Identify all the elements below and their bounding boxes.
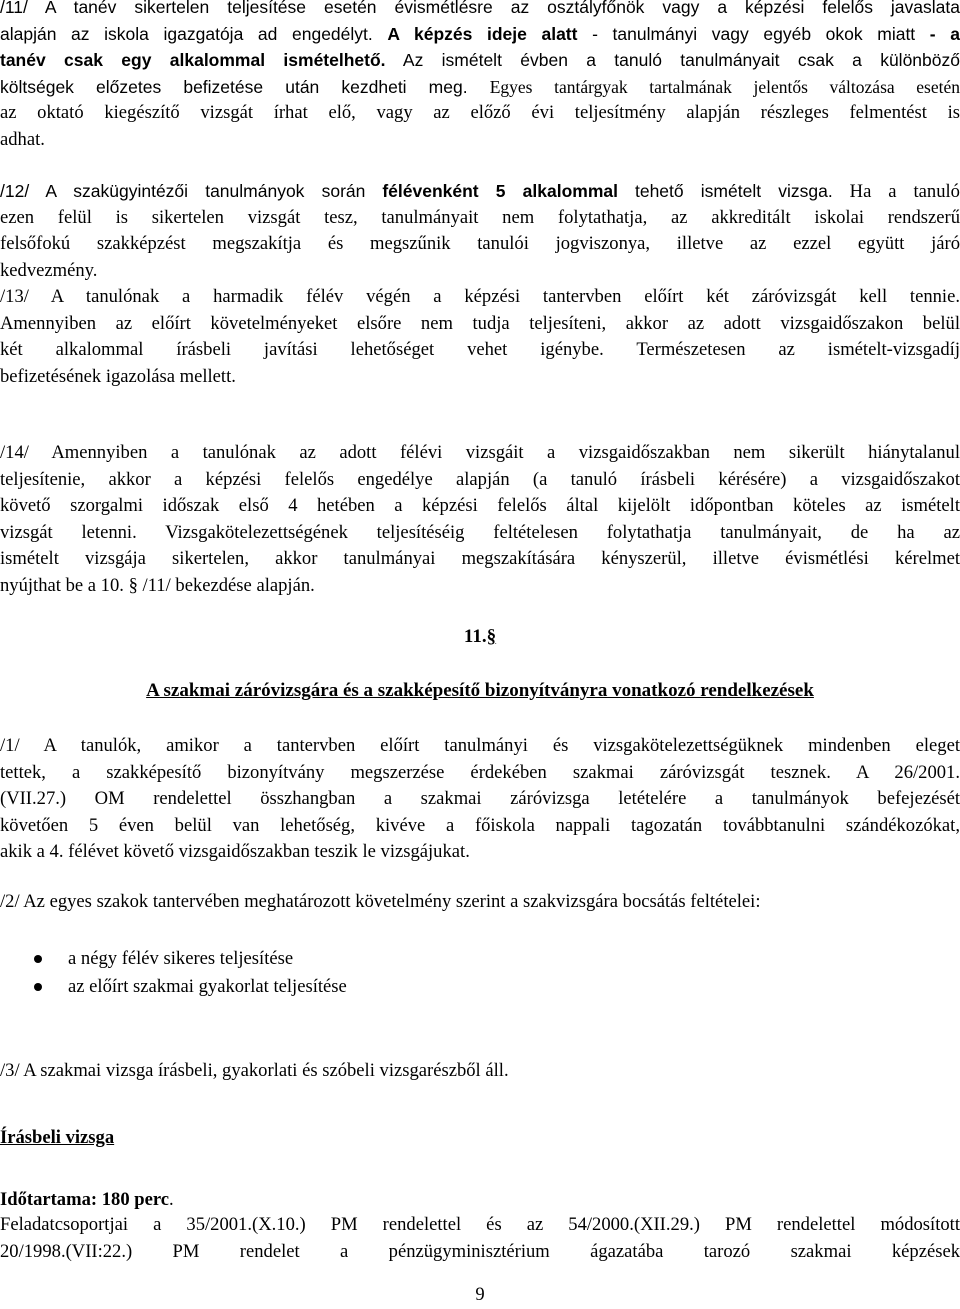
duration-line: Időtartama: 180 perc. (0, 1189, 174, 1210)
section-sign: § (486, 626, 497, 647)
bold-once-repeatable: tanév csak egy alkalommal ismételhető. (0, 50, 386, 70)
section-paragraph-3: /3/ A szakmai vizsga írásbeli, gyakorlati és szóbeli vizsgarészből áll. (0, 1060, 509, 1081)
section-paragraph-1-line-3: (VII.27.) OM rendelettel összhangban a szakmai záróvizsga letételére a tanulmányok befejezését (0, 788, 960, 809)
written-exam-line-1: Feladatcsoportjai a 35/2001.(X.10.) PM rendelettel és az 54/2000.(XII.29.) PM rendelettel módosított (0, 1214, 960, 1235)
paragraph-12-line-3: felsőfokú szakképzést megszakítja és megszűnik tanulói jogviszonya, illetve az ezzel együtt járó (0, 233, 960, 254)
conditions-list (0, 945, 960, 1001)
paragraph-13-line-4: befizetésének igazolása mellett. (0, 365, 236, 387)
paragraph-11-line-4: költségek előzetes befizetése után kezdheti meg. Egyes tantárgyak tartalmának jelentős változása esetén (0, 76, 960, 97)
paragraph-12-line-2: ezen felül is sikertelen vizsgát tesz, tanulmányait nem folytathatja, az akkreditált iskolai rendszerű (0, 206, 960, 228)
paragraph-12-line-1: /12/ A szakügyintézői tanulmányok során félévenként 5 alkalommal tehető ismételt vizsga. Ha a tanuló (0, 181, 960, 202)
paragraph-11-line-1: /11/ A tanév sikertelen teljesítése esetén évismétlésre az osztályfőnök vagy a képzési felelős javaslata (0, 0, 960, 17)
bullet-icon (34, 983, 42, 991)
paragraph-11-line-6: adhat. (0, 128, 45, 150)
bullet-icon (34, 955, 42, 963)
bold-training-period: A képzés ideje alatt (387, 23, 578, 44)
bold-five-times: félévenként 5 alkalommal (382, 181, 619, 201)
paragraph-11-line-3: tanév csak egy alkalommal ismételhető. Az ismételt évben a tanuló tanulmányait csak a különböző (0, 50, 960, 70)
section-paragraph-1-line-4: követően 5 éven belül van lehetőség, kivéve a főiskola nappali tagozatán továbbtanulni szándékozókat, (0, 814, 960, 836)
paragraph-13 (0, 284, 960, 390)
paragraph-13-line-3: két alkalommal írásbeli javítási lehetőséget vehet igénybe. Természetesen az ismételt-vizsgadíj (0, 339, 960, 360)
section-paragraph-1 (0, 733, 960, 866)
list-item: a négy félév sikeres teljesítése (0, 945, 960, 973)
section-paragraph-1-line-5: akik a 4. félévet követő vizsgaidőszakban teszik le vizsgájukat. (0, 841, 470, 862)
written-exam-paragraph (0, 1212, 960, 1265)
paragraph-13-line-1: /13/ A tanulónak a harmadik félév végén a képzési tantervben előírt két záróvizsgát kell tennie. (0, 286, 960, 307)
section-number: 11.§ (463, 626, 497, 647)
duration-label: Időtartama: 180 perc (0, 1189, 170, 1210)
paragraph-13-line-2: Amennyiben az előírt követelményeket elsőre nem tudja teljesíteni, akkor az adott vizsgaidőszakon belül (0, 312, 960, 334)
page-number: 9 (475, 1284, 485, 1305)
paragraph-11 (0, 0, 960, 153)
paragraph-14-line-3: követő szorgalmi időszak első 4 hetében a képzési felelős által kijelölt időpontban köteles az ismételt (0, 495, 960, 516)
paragraph-11-line-2: alapján az iskola igazgatója ad engedélyt. A képzés ideje alatt - tanulmányi vagy egyéb okok miatt - a (0, 23, 960, 44)
paragraph-12-line-4: kedvezmény. (0, 259, 98, 281)
paragraph-14-line-6: nyújthat be a 10. § /11/ bekezdése alapján. (0, 574, 315, 596)
section-paragraph-2: /2/ Az egyes szakok tantervében meghatározott követelmény szerint a szakvizsgára bocsátás feltételei: (0, 891, 761, 912)
paragraph-12 (0, 178, 960, 284)
written-exam-heading: Írásbeli vizsga (0, 1127, 115, 1148)
paragraph-14-line-1: /14/ Amennyiben a tanulónak az adott félévi vizsgáit a vizsgaidőszakban nem sikerült hiánytalanul (0, 442, 960, 463)
paragraph-11-line-5: az oktató kiegészítő vizsgát írhat elő, vagy az előző évi teljesítmény alapján részleges felmentést is (0, 102, 960, 123)
section-paragraph-1-line-2: tettek, a szakképesítő bizonyítvány megszerzése érdekében szakmai záróvizsgát tesznek. A 26/2001. (0, 761, 960, 783)
paragraph-14-line-4: vizsgát letenni. Vizsgakötelezettségének teljesítéséig feltételesen folytathatja tanulmányait, de ha az (0, 521, 960, 543)
written-exam-line-2: 20/1998.(VII:22.) PM rendelet a pénzügyminisztérium ágazatába tarozó szakmai képzések (0, 1240, 960, 1262)
list-item: az előírt szakmai gyakorlat teljesítése (0, 973, 960, 1001)
section-paragraph-1-line-1: /1/ A tanulók, amikor a tantervben előírt tanulmányi és vizsgakötelezettségüknek mindenben eleget (0, 735, 960, 756)
section-title: A szakmai záróvizsgára és a szakképesítő bizonyítványra vonatkozó rendelkezések (146, 680, 814, 701)
paragraph-14-line-2: teljesítenie, akkor a képzési felelős engedélye alapján (a tanuló írásbeli kérésére) a vizsgaidőszakot (0, 468, 960, 490)
paragraph-14 (0, 440, 960, 599)
paragraph-14-line-5: ismételt vizsgája sikertelen, akkor tanulmányai megszakítására kényszerül, illetve évismétlési kérelmet (0, 548, 960, 569)
